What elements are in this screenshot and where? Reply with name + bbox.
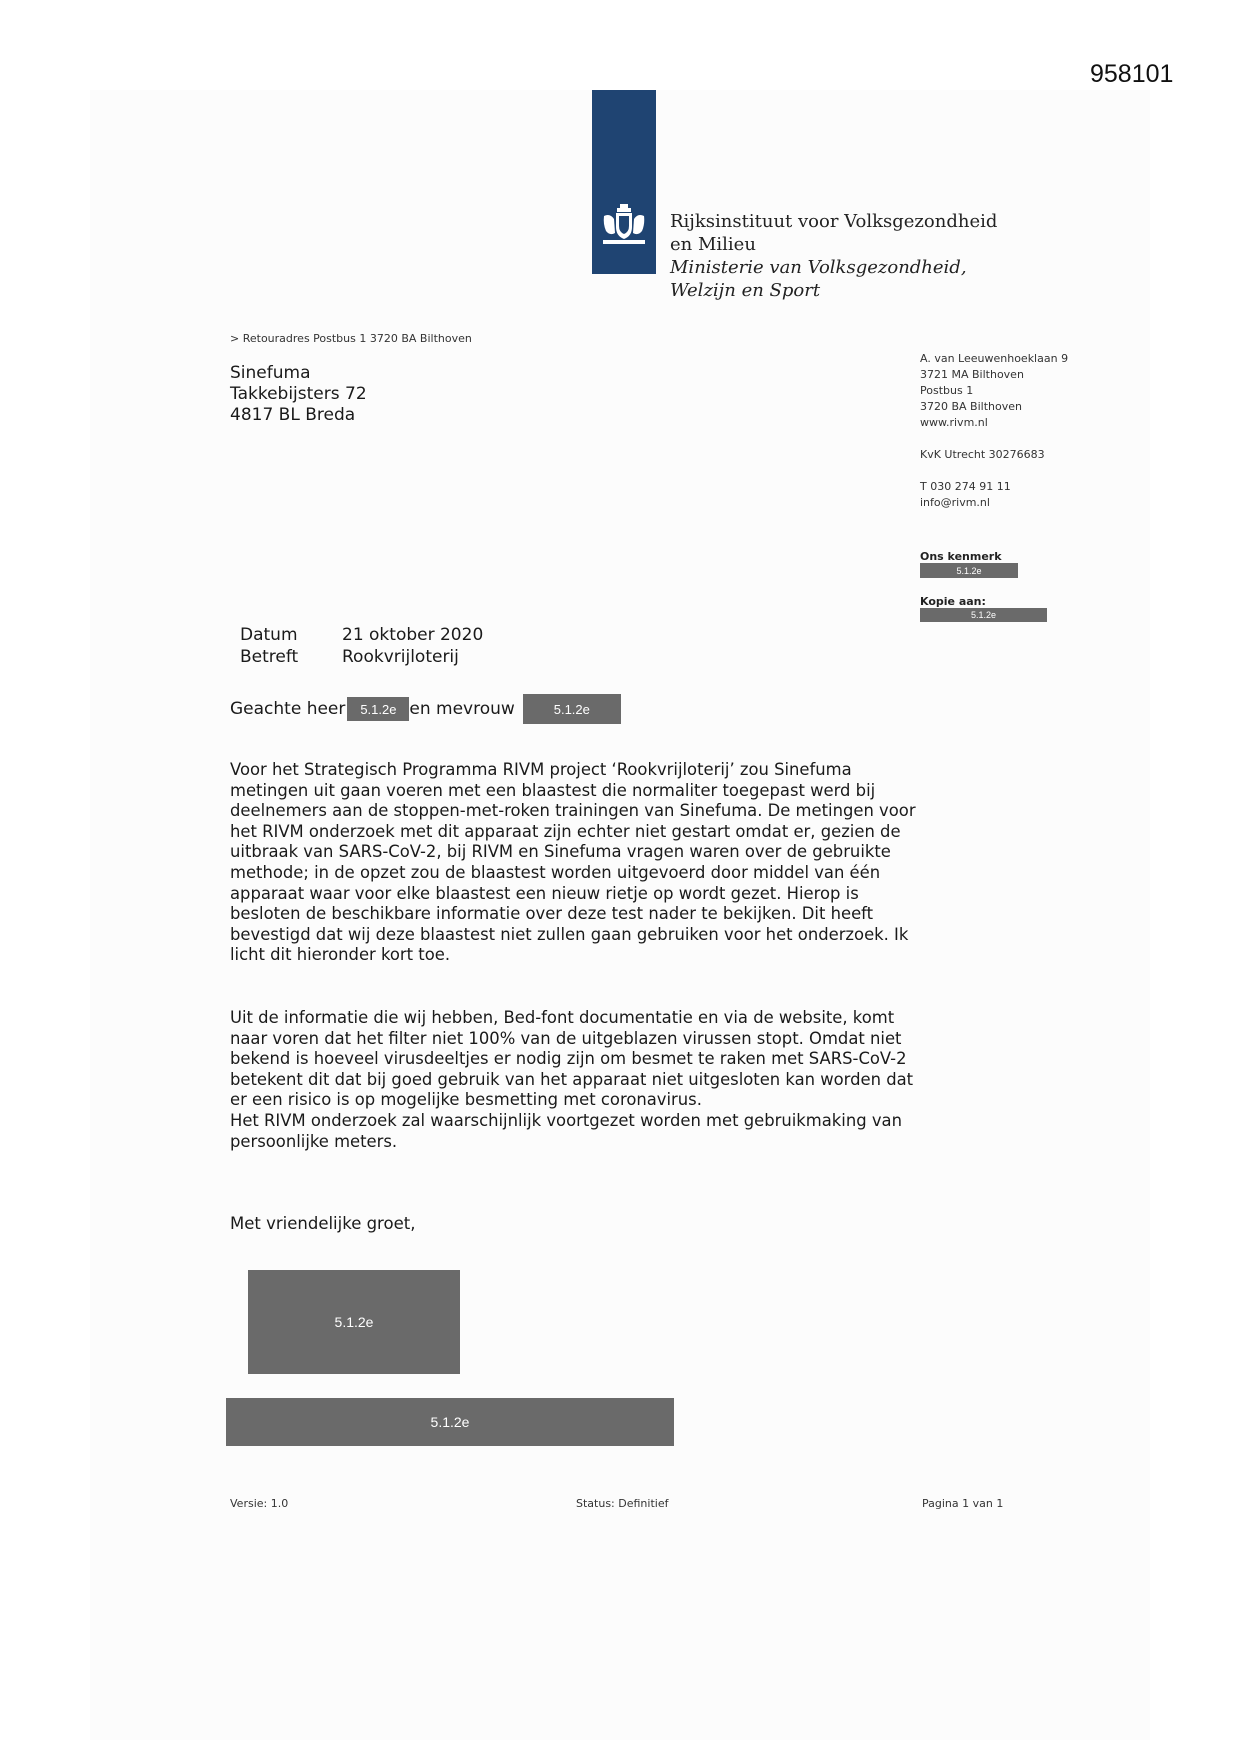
body-paragraph-2b: Het RIVM onderzoek zal waarschijnlijk voortgezet worden met gebruikmaking van persoonlijke meters. bbox=[230, 1110, 902, 1151]
sidebar-address-line: 3721 MA Bilthoven bbox=[920, 368, 1024, 381]
body-paragraph-2 bbox=[230, 1008, 920, 1152]
body-paragraph-1: Voor het Strategisch Programma RIVM project ‘Rookvrijloterij’ zou Sinefuma metingen uit gaan voeren met een blaastest die normaliter toegepast werd bij deelnemers aan de stoppen-met-roken trainingen van Sinefuma. De metingen voor het RIVM onderzoek met dit apparaat zijn echter niet gestart omdat er, gezien de uitbraak van SARS-CoV-2, bij RIVM en Sinefuma vragen waren over de gebruikte methode; in de opzet zou de blaastest worden uitgevoerd door middel van één apparaat waar voor elke blaastest een nieuw rietje op wordt gezet. Hierop is besloten de beschikbare informatie over deze test nader te bekijken. Dit heeft bevestigd dat wij deze blaastest niet zullen gaan gebruiken voor het onderzoek. Ik licht dit hieronder kort toe. bbox=[230, 760, 916, 965]
salutation-part1: Geachte heer bbox=[230, 699, 346, 719]
addressee-block bbox=[230, 363, 367, 426]
salutation bbox=[230, 694, 621, 724]
sidebar-website: www.rivm.nl bbox=[920, 416, 988, 429]
sender-sidebar bbox=[920, 351, 1068, 511]
footer-status: Status: Definitief bbox=[576, 1497, 669, 1510]
name-redaction: 5.1.2e bbox=[226, 1398, 674, 1446]
kopie-aan-label: Kopie aan: bbox=[920, 595, 986, 608]
closing: Met vriendelijke groet, bbox=[230, 1214, 416, 1233]
footer-version: Versie: 1.0 bbox=[230, 1497, 289, 1510]
letter-meta bbox=[240, 624, 483, 668]
logo-bar bbox=[592, 90, 656, 274]
ons-kenmerk-label: Ons kenmerk bbox=[920, 550, 1002, 563]
addressee-street: Takkebijsters 72 bbox=[230, 384, 367, 404]
coat-of-arms-icon bbox=[600, 202, 648, 248]
addressee-name: Sinefuma bbox=[230, 363, 311, 383]
organization-block bbox=[670, 210, 997, 302]
document-number: 958101 bbox=[1090, 60, 1174, 88]
sidebar-phone: T 030 274 91 11 bbox=[920, 480, 1011, 493]
sidebar-kvk: KvK Utrecht 30276683 bbox=[920, 448, 1045, 461]
ministry-line2: Welzijn en Sport bbox=[670, 280, 821, 301]
signature-redaction: 5.1.2e bbox=[248, 1270, 460, 1374]
sidebar-address-line: A. van Leeuwenhoeklaan 9 bbox=[920, 352, 1069, 365]
kopie-aan-redaction: 5.1.2e bbox=[920, 608, 1047, 622]
datum-value: 21 oktober 2020 bbox=[342, 625, 484, 645]
salutation-redaction-1: 5.1.2e bbox=[347, 697, 409, 721]
org-name-line1: Rijksinstituut voor Volksgezondheid bbox=[670, 211, 998, 232]
betreft-label: Betreft bbox=[240, 647, 299, 667]
sidebar-email: info@rivm.nl bbox=[920, 496, 990, 509]
sidebar-address-line: Postbus 1 bbox=[920, 384, 974, 397]
return-address: > Retouradres Postbus 1 3720 BA Bilthoven bbox=[230, 332, 472, 345]
footer-page: Pagina 1 van 1 bbox=[922, 1497, 1004, 1510]
betreft-value: Rookvrijloterij bbox=[342, 647, 459, 667]
salutation-part2: en mevrouw bbox=[409, 699, 515, 719]
sidebar-address-line: 3720 BA Bilthoven bbox=[920, 400, 1022, 413]
ministry-line1: Ministerie van Volksgezondheid, bbox=[670, 257, 967, 278]
org-name-line2: en Milieu bbox=[670, 234, 756, 255]
salutation-redaction-2: 5.1.2e bbox=[523, 694, 621, 724]
body-paragraph-2a: Uit de informatie die wij hebben, Bed-font documentatie en via de website, komt naar voren dat het filter niet 100% van de uitgeblazen virussen stopt. Omdat niet bekend is hoeveel virusdeeltjes er nodig zijn om besmet te raken met SARS-CoV-2 betekent dit dat bij goed gebruik van het apparaat niet uitgesloten kan worden dat er een risico is op mogelijke besmetting met coronavirus. bbox=[230, 1008, 914, 1110]
ons-kenmerk-redaction: 5.1.2e bbox=[920, 563, 1018, 578]
datum-label: Datum bbox=[240, 625, 298, 645]
addressee-city: 4817 BL Breda bbox=[230, 405, 356, 425]
